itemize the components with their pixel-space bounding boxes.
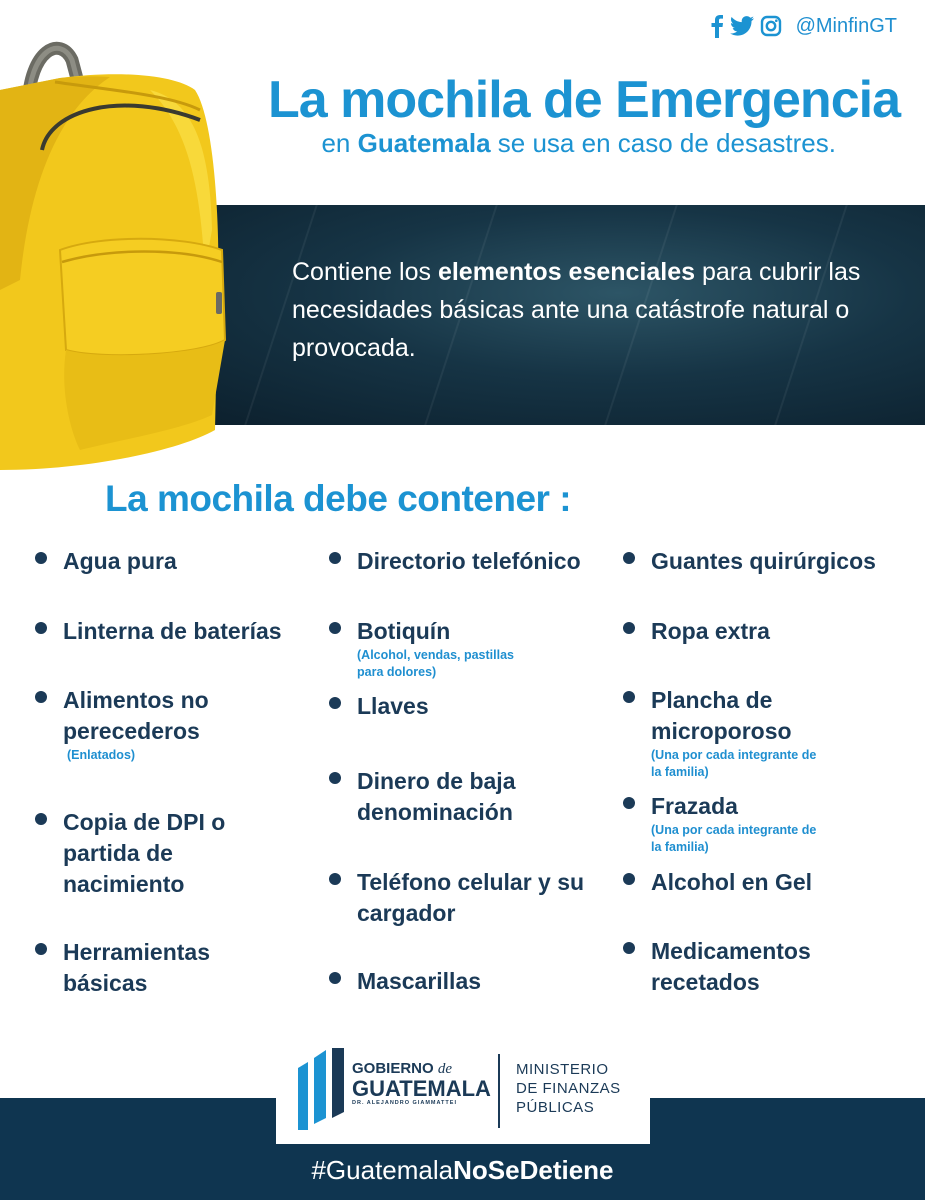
instagram-icon[interactable] [760,15,782,37]
item-name: Frazada [651,793,738,819]
footer-hashtag[interactable]: #GuatemalaNoSeDetiene [311,1155,614,1185]
item-name: Mascarillas [357,968,482,994]
bullet-icon [35,622,47,634]
bullet-icon [35,813,47,825]
list-item [357,766,557,828]
item-name: Agua pura [63,548,177,574]
list-item [63,807,243,900]
item-note: (Una por cada integrante de la familia) [651,823,817,854]
list-item [651,936,851,998]
list-item [357,966,481,997]
section-title: La mochila debe contener : [105,478,572,519]
twitter-icon[interactable] [730,16,754,36]
list-item [357,867,587,929]
list-item [63,616,282,647]
list-item [651,685,831,781]
item-name: Alimentos no perecederos [63,687,209,744]
bullet-icon [329,972,341,984]
social-header [710,14,897,38]
bullet-icon [329,772,341,784]
list-item [357,691,429,722]
list-item [357,616,527,681]
item-name: Copia de DPI o partida de nacimiento [63,809,226,897]
logo-divider [498,1054,500,1128]
bullet-icon [623,691,635,703]
bullet-icon [623,552,635,564]
intro-band [160,205,925,425]
list-item [651,616,770,647]
ministry-name: MINISTERIO DE FINANZAS PÚBLICAS [516,1061,621,1116]
gobierno-wordmark: GOBIERNO de GUATEMALA DR. ALEJANDRO GIAMMATTEI [352,1060,491,1106]
item-name: Directorio telefónico [357,548,581,574]
item-name: Dinero de baja denominación [357,768,516,825]
item-note: (Una por cada integrante de la familia) [651,748,817,779]
item-name: Medicamentos recetados [651,938,811,995]
bullet-icon [329,697,341,709]
item-note: (Alcohol, vendas, pastillas para dolores) [357,648,514,679]
item-name: Linterna de baterías [63,618,282,644]
bullet-icon [35,691,47,703]
list-item [651,791,831,856]
bullet-icon [623,797,635,809]
guatemala-emblem-icon [294,1048,348,1130]
bullet-icon [329,552,341,564]
bullet-icon [329,622,341,634]
item-name: Alcohol en Gel [651,869,813,895]
item-name: Plancha de microporoso [651,687,792,744]
facebook-icon[interactable] [710,14,724,38]
bullet-icon [623,873,635,885]
page-title: La mochila de Emergencia [267,71,900,129]
intro-text: Contiene los elementos esenciales para cubrir las necesidades básicas ante una catástrofe natural o provocada. [292,258,861,362]
item-name: Llaves [357,693,429,719]
item-note: (Enlatados) [67,748,136,762]
page-subtitle: en Guatemala se usa en caso de desastres. [321,128,836,158]
list-item [63,937,263,999]
list-item [63,546,177,577]
list-item [651,546,876,577]
item-name: Herramientas básicas [63,939,211,996]
social-handle[interactable]: @MinfinGT [795,14,897,37]
item-name: Teléfono celular y su cargador [357,869,585,926]
bullet-icon [35,943,47,955]
list-item [357,546,581,577]
bullet-icon [623,942,635,954]
bullet-icon [623,622,635,634]
bullet-icon [329,873,341,885]
item-name: Botiquín [357,618,451,644]
list-item [63,685,263,764]
item-name: Ropa extra [651,618,770,644]
bullet-icon [35,552,47,564]
government-logo [276,1042,650,1144]
item-name: Guantes quirúrgicos [651,548,876,574]
list-item [651,867,812,898]
